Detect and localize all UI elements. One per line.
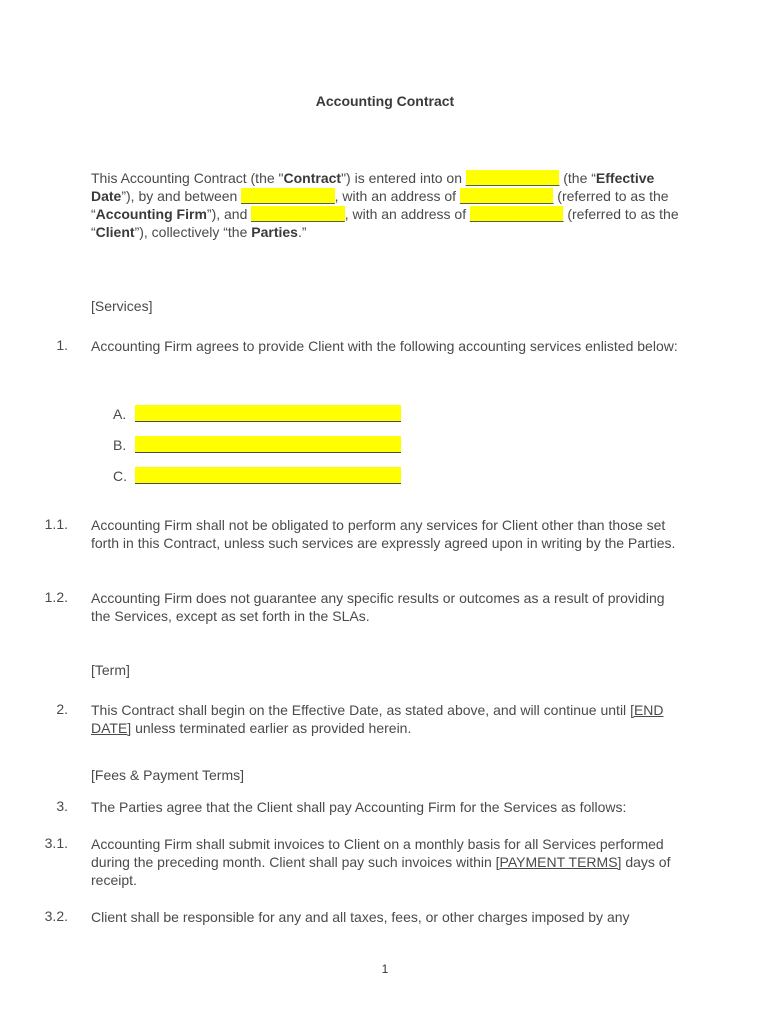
payment-terms-placeholder: [PAYMENT TERMS] [495,854,622,870]
client-name-blank: ____________ [251,206,345,222]
intro-text: ”), collectively “the [134,224,252,240]
intro-text: , with an address of [334,188,460,204]
intro-text: ”), by and between [121,188,242,204]
service-item-c [113,467,401,484]
client-address-blank: ____________ [470,206,564,222]
clause-3-2-text: Client shall be responsible for any and all taxes, fees, or other charges imposed by any [91,909,630,925]
clause-text: Accounting Firm shall submit invoices to Client on a monthly basis for all Services performed during the preceding month. Client shall pay such invoices within [91,836,664,870]
firm-name-blank: ____________ [241,188,335,204]
clause-3-1-text [91,835,681,889]
client-term: Client [95,224,135,240]
intro-paragraph [91,169,681,241]
intro-text: (referred to as the “ [91,206,679,240]
clause-text: unless terminated earlier as provided herein. [131,720,412,736]
intro-text: ") is entered into on [341,170,466,186]
clause-2-text [91,701,681,737]
item-letter: C. [113,468,127,484]
clause-text: days of receipt. [91,854,671,888]
document-title: Accounting Contract [315,93,455,109]
services-section-label: [Services] [91,298,153,314]
contract-term: Contract [283,170,342,186]
intro-text: , with an address of [344,206,470,222]
service-blank [135,436,401,453]
intro-text: (the “ [559,170,596,186]
item-letter: B. [113,437,127,453]
service-blank [135,467,401,484]
end-date-placeholder: [END DATE] [91,702,664,736]
effective-date-term: Effective Date [91,170,655,204]
clause-1-1-text: Accounting Firm shall not be obligated to perform any services for Client other than those set forth in this Contract, unless such services are expressly agreed upon in writing by the Parties. [91,517,676,551]
clause-number: 2. [56,701,68,717]
intro-text: ”), and [206,206,252,222]
date-blank: ____________ [465,170,560,186]
clause-1-text: Accounting Firm agrees to provide Client with the following accounting services enlisted below: [91,338,678,354]
clause-number: 3.1. [44,835,68,851]
service-item-b [113,436,401,453]
clause-3-text: The Parties agree that the Client shall pay Accounting Firm for the Services as follows: [91,799,627,815]
term-section-label: [Term] [91,662,130,678]
service-blank [135,405,401,422]
clause-text: This Contract shall begin on the Effective Date, as stated above, and will continue until [91,702,631,718]
firm-address-blank: ____________ [459,188,554,204]
parties-term: Parties [251,224,298,240]
item-letter: A. [113,406,127,422]
clause-number: 1.1. [44,516,68,532]
page-number: 1 [381,962,389,976]
clause-1-2-text: Accounting Firm does not guarantee any specific results or outcomes as a result of providing the Services, except as set forth in the SLAs. [91,590,665,624]
clause-number: 3. [56,798,68,814]
clause-number: 1. [56,337,68,353]
service-item-a [113,405,401,422]
fees-section-label: [Fees & Payment Terms] [91,767,245,783]
clause-number: 1.2. [44,589,68,605]
intro-text: This Accounting Contract (the " [91,170,284,186]
intro-text: .” [297,224,307,240]
intro-text: (referred to as the “ [91,188,669,222]
accounting-firm-term: Accounting Firm [95,206,207,222]
clause-number: 3.2. [44,908,68,924]
